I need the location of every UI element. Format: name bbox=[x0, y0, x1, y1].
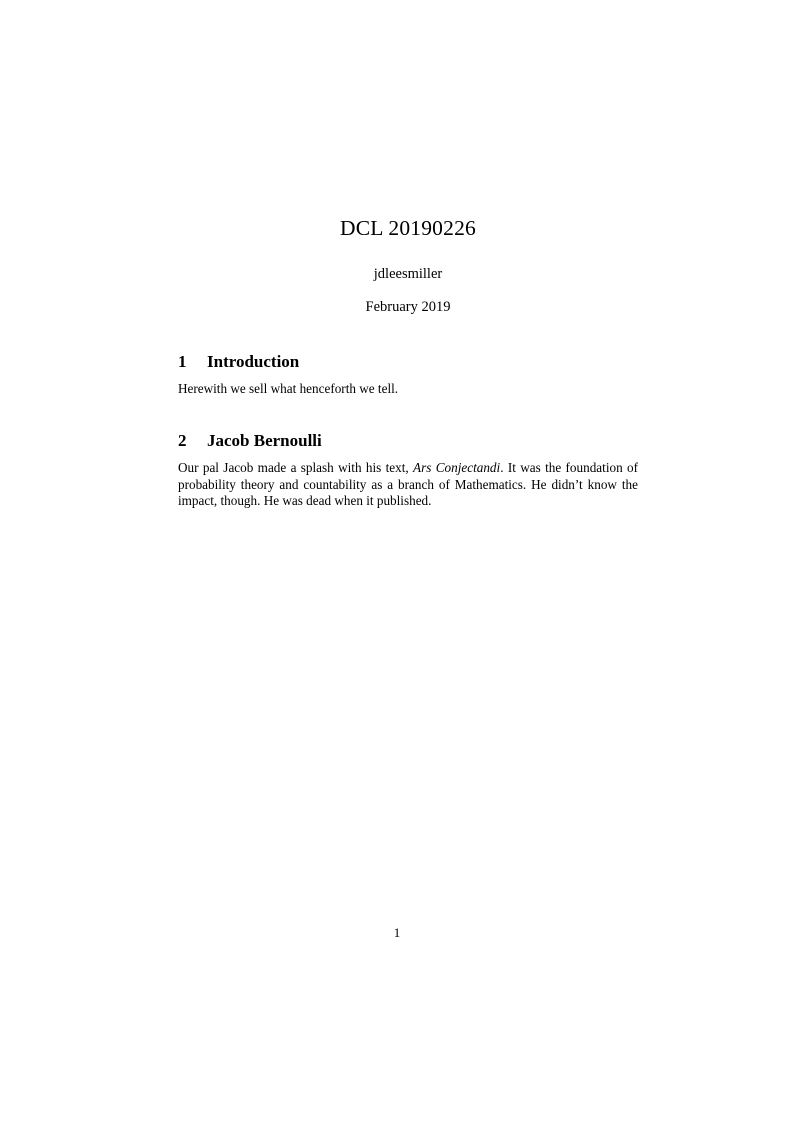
section-title: Jacob Bernoulli bbox=[207, 430, 322, 450]
paragraph-text-lead: Herewith we sell what henceforth we tell. bbox=[178, 381, 399, 396]
paragraph-text-tail: . It was the foundation of probability theory and countability as a branch of Mathematics. He didn’t know the impact, though. He was dead when it published. bbox=[178, 459, 639, 509]
document-author: jdleesmiller bbox=[373, 266, 443, 282]
paragraph-text-lead: Our pal Jacob made a splash with his text, bbox=[178, 459, 414, 475]
section-number: 1 bbox=[178, 352, 187, 371]
section-heading-jacob-bernoulli bbox=[178, 431, 638, 451]
document-content bbox=[178, 0, 638, 510]
page-number: 1 bbox=[393, 925, 401, 940]
section-heading-introduction bbox=[178, 352, 638, 372]
section-jacob-bernoulli bbox=[178, 431, 638, 510]
paragraph-introduction bbox=[178, 381, 638, 398]
paragraph-jacob-bernoulli bbox=[178, 460, 638, 510]
document-date: February 2019 bbox=[365, 299, 451, 315]
page-title: DCL 20190226 bbox=[340, 216, 476, 240]
section-title: Introduction bbox=[207, 352, 300, 371]
section-introduction bbox=[178, 352, 638, 398]
paragraph-text-emphasis: Ars Conjectandi bbox=[413, 459, 501, 475]
section-number: 2 bbox=[178, 430, 187, 450]
